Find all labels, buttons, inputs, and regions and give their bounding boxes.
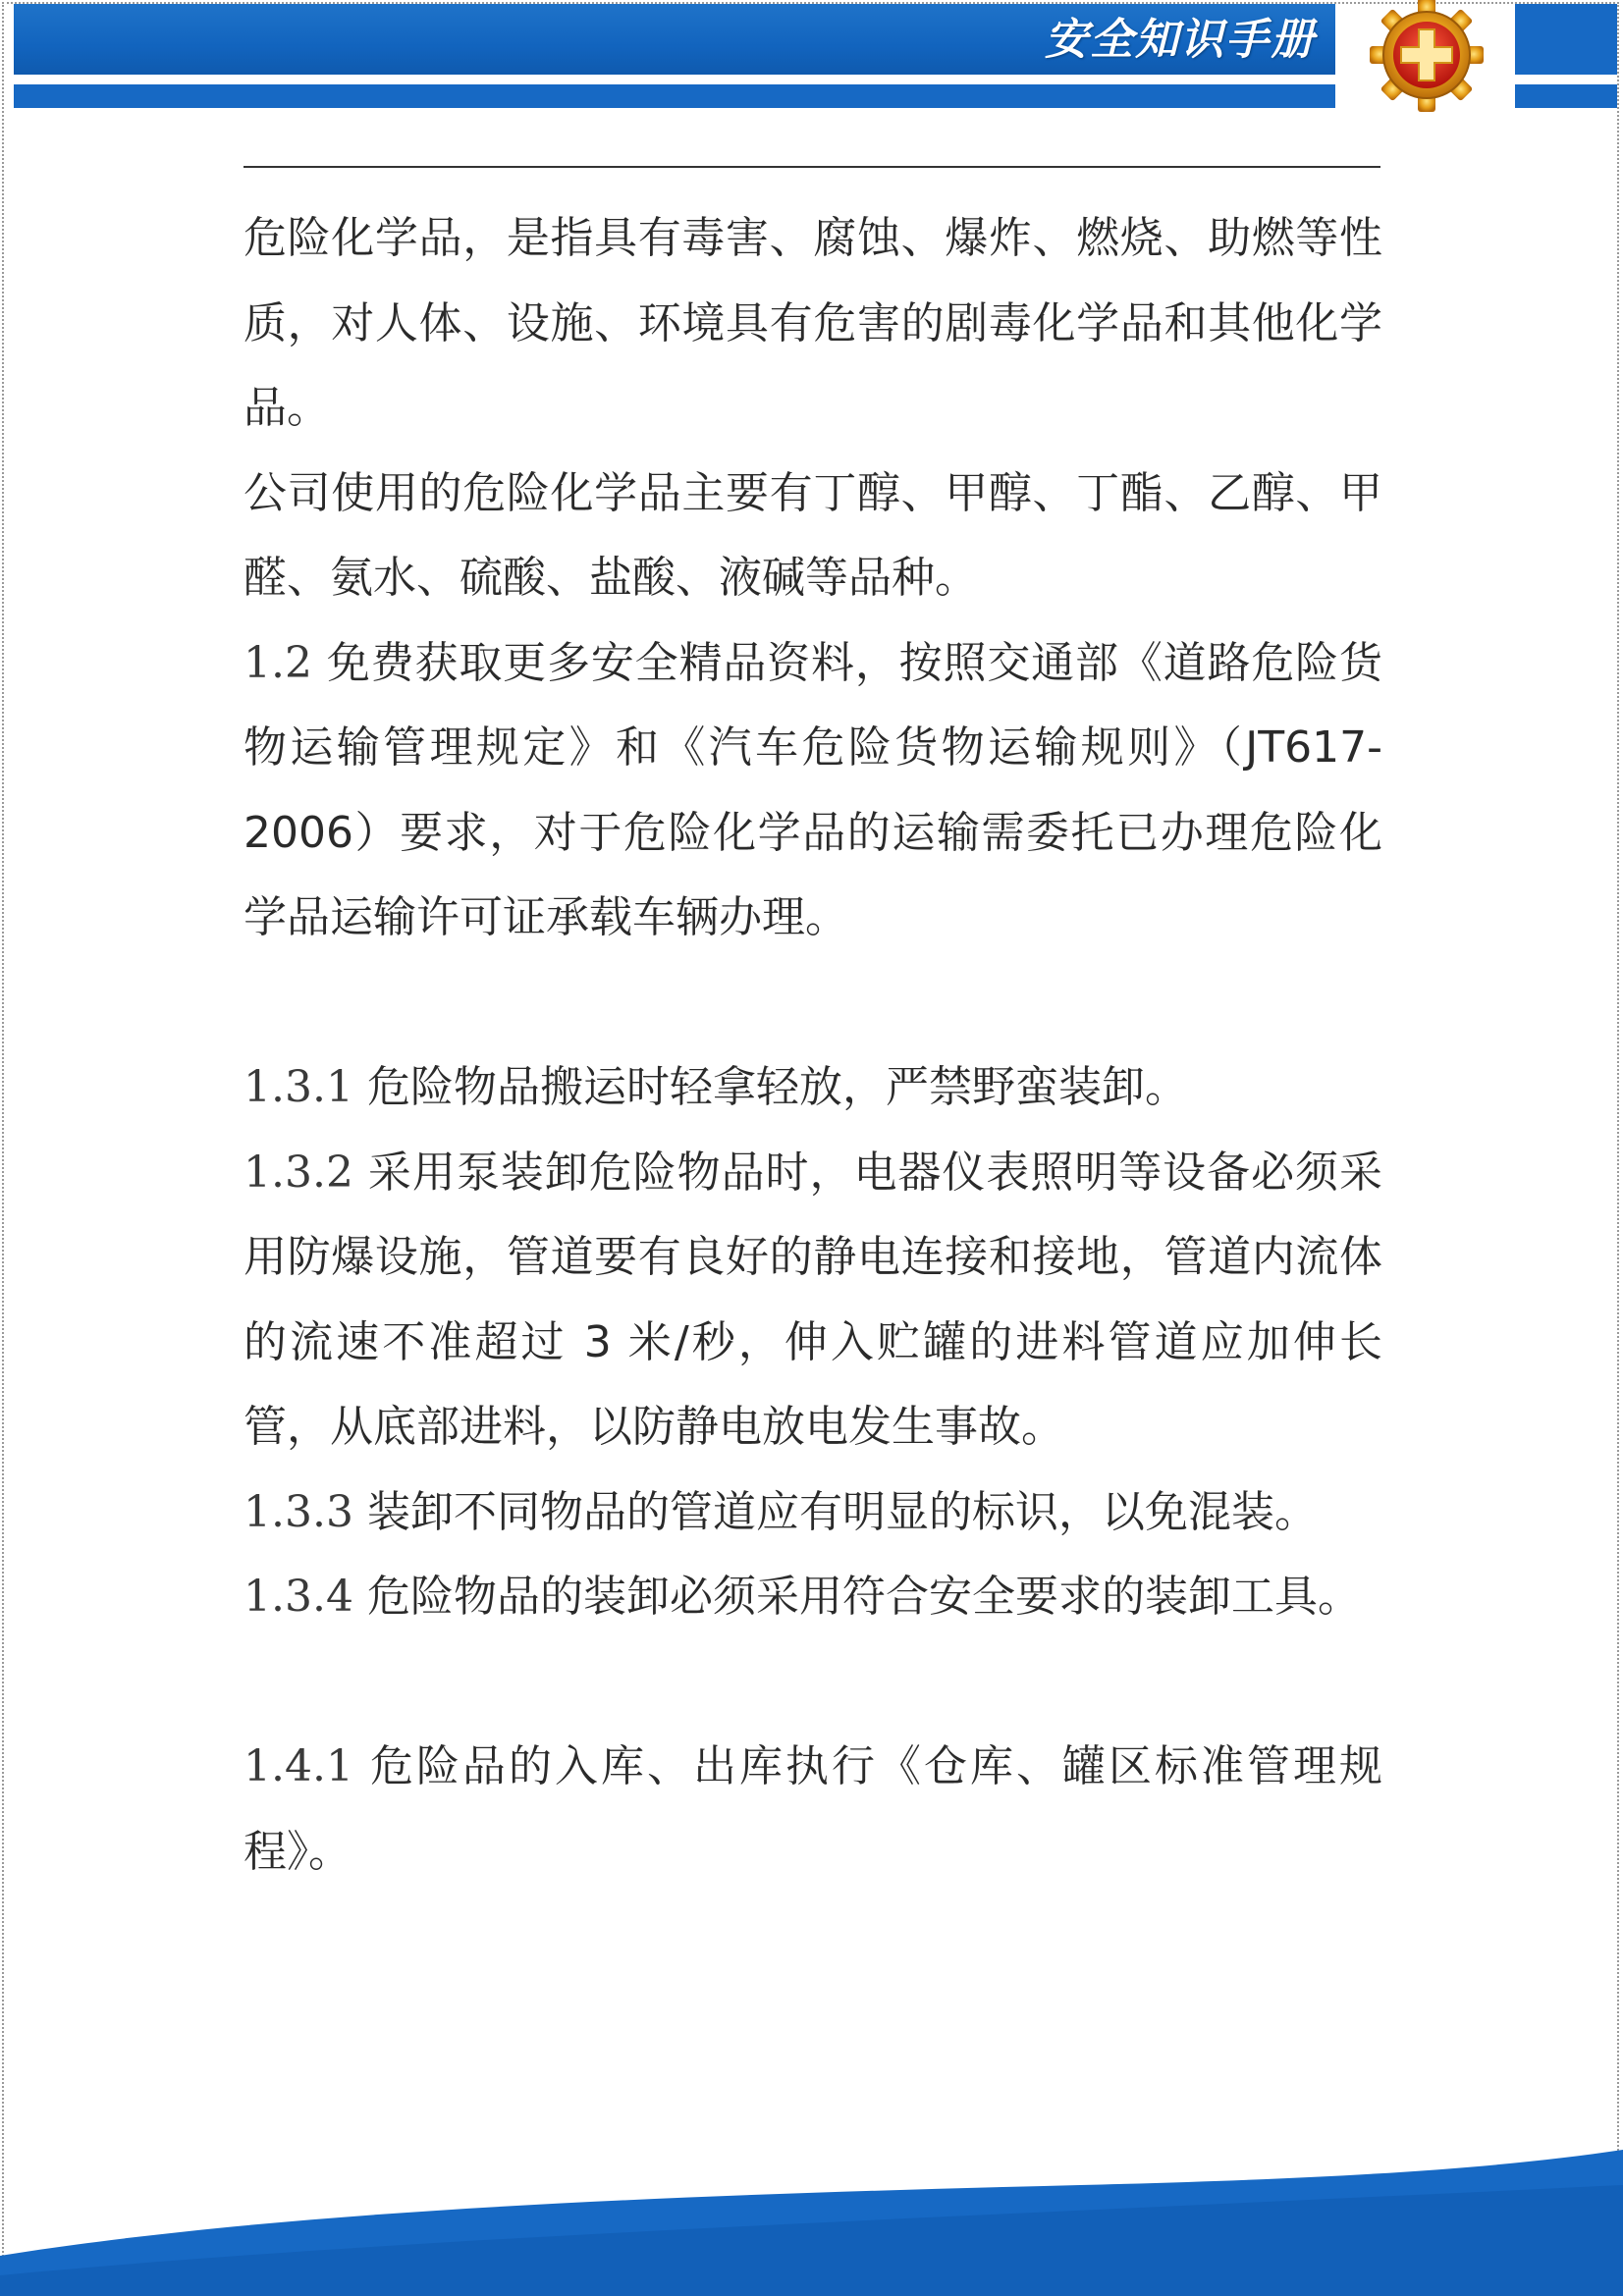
document-body: [243, 196, 1382, 1895]
paragraph-text: 采用泵装卸危险物品时，电器仪表照明等设备必须采用防爆设施，管道要有良好的静电连接和接地，管道内流体的流速不准超过 3 米/秒，伸入贮罐的进料管道应加伸长管，从底部进料，以防静电放电发生事故。: [243, 1147, 1382, 1452]
section-number: 1.3.4: [243, 1572, 353, 1622]
paragraph-text: 危险品的入库、出库执行《仓库、罐区标准管理规程》。: [243, 1741, 1382, 1877]
header-stripe-right: [1515, 84, 1617, 108]
top-rule: [243, 166, 1380, 168]
paragraph-1-3-2: [243, 1131, 1382, 1470]
paragraph-gap: [243, 961, 1382, 1046]
bottom-wave-decoration: [0, 2140, 1623, 2296]
paragraph-1-3-1: [243, 1045, 1382, 1131]
header-title: 安全知识手册: [1045, 15, 1316, 65]
section-number: 1.2: [243, 637, 312, 688]
section-number: 1.3.2: [243, 1147, 353, 1198]
paragraph-text: 免费获取更多安全精品资料，按照交通部《道路危险货物运输管理规定》和《汽车危险货物运输规则》（JT617-2006）要求，对于危险化学品的运输需委托已办理危险化学品运输许可证承载车辆办理。: [243, 637, 1382, 942]
paragraph-text: 危险物品的装卸必须采用符合安全要求的装卸工具。: [366, 1572, 1361, 1622]
paragraph-1-2: [243, 621, 1382, 961]
paragraph-text: 危险物品搬运时轻拿轻放，严禁野蛮装卸。: [366, 1062, 1188, 1112]
paragraph-text: 公司使用的危险化学品主要有丁醇、甲醇、丁酯、乙醇、甲醛、氨水、硫酸、盐酸、液碱等品种。: [243, 467, 1382, 603]
paragraph-chemicals-used: [243, 452, 1382, 621]
paragraph-gap: [243, 1640, 1382, 1726]
paragraph-1-4-1: [243, 1725, 1382, 1895]
section-number: 1.3.3: [243, 1486, 353, 1537]
paragraph-1-3-3: [243, 1470, 1382, 1556]
section-number: 1.4.1: [243, 1741, 353, 1791]
header-stripe: [14, 84, 1335, 108]
red-cross-gear-emblem-icon: [1347, 0, 1506, 116]
paragraph-hazardous-definition: [243, 196, 1382, 452]
paragraph-1-3-4: [243, 1555, 1382, 1640]
paragraph-text: 危险化学品，是指具有毒害、腐蚀、爆炸、燃烧、助燃等性质，对人体、设施、环境具有危害的剧毒化学品和其他化学品。: [243, 213, 1382, 433]
section-number: 1.3.1: [243, 1062, 353, 1112]
header-band-right: [1515, 4, 1617, 75]
paragraph-text: 装卸不同物品的管道应有明显的标识，以免混装。: [366, 1486, 1318, 1537]
